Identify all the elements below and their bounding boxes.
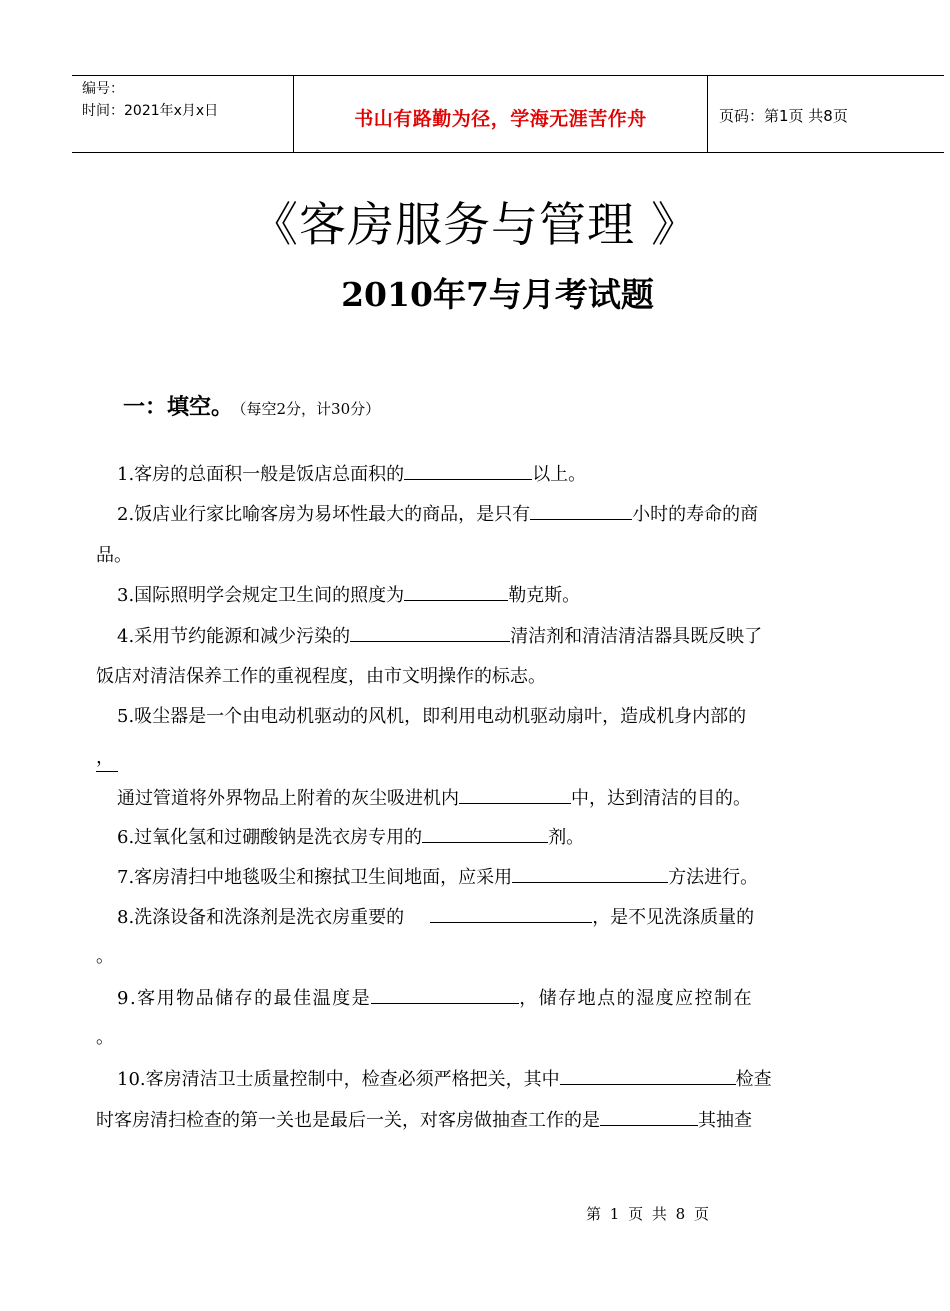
question-text: 4.采用节约能源和减少污染的 <box>117 626 351 647</box>
header-motto: 书山有路勤为径，学海无涯苦作舟 <box>354 108 647 130</box>
header-motto-cell <box>293 76 708 152</box>
question-text: 剂。 <box>548 827 585 848</box>
question-text: ， <box>96 747 114 768</box>
question-text: 小时的寿命的商 <box>632 504 759 525</box>
question-4-cont: 饭店对清洁保养工作的重视程度，由市文明操作的标志。 <box>96 666 546 687</box>
question-9-cont: 。 <box>96 1027 114 1048</box>
question-text: 10.客房清洁卫士质量控制中，检查必须严格把关，其中 <box>117 1069 560 1090</box>
question-text: 1.客房的总面积一般是饭店总面积的 <box>117 464 405 485</box>
section-heading <box>123 390 380 421</box>
question-text: 时客房清扫检查的第一关也是最后一关，对客房做抽查工作的是 <box>96 1110 600 1131</box>
question-text: 勒克斯。 <box>508 585 581 606</box>
question-5-blank-line <box>96 745 118 772</box>
question-text: 6.过氧化氢和过硼酸钠是洗衣房专用的 <box>117 827 423 848</box>
document-title: 《客房服务与管理 》 <box>251 198 699 253</box>
question-3 <box>117 582 580 609</box>
question-6 <box>117 824 584 851</box>
question-4 <box>117 623 762 650</box>
question-text: 中，达到清洁的目的。 <box>571 788 751 809</box>
section-scoring-note: （每空2分，计30分） <box>239 400 381 418</box>
answer-blank <box>404 582 508 601</box>
question-text: 9.客用物品储存的最佳温度是 <box>117 988 372 1009</box>
answer-blank <box>371 985 519 1004</box>
question-text: 7.客房清扫中地毯吸尘和擦拭卫生间地面，应采用 <box>117 867 513 888</box>
question-2-cont: 品。 <box>96 545 132 566</box>
answer-blank <box>422 824 548 843</box>
question-text: 清洁剂和清洁清洁器具既反映了 <box>510 626 763 647</box>
question-text: 检查 <box>735 1069 772 1090</box>
question-text: 3.国际照明学会规定卫生间的照度为 <box>117 585 405 606</box>
answer-blank <box>512 864 668 883</box>
question-text: ，储存地点的湿度应控制在 <box>519 988 754 1009</box>
document-number-label: 编号： <box>82 81 124 97</box>
section-title: 一：填空。 <box>123 395 234 420</box>
question-text: 以上。 <box>532 464 587 485</box>
question-7 <box>117 864 758 891</box>
question-5-cont <box>117 785 751 812</box>
header-meta-cell <box>72 76 292 152</box>
question-text: 其抽查 <box>698 1110 752 1131</box>
question-text: 2.饭店业行家比喻客房为易坏性最大的商品，是只有 <box>117 504 531 525</box>
question-10-cont <box>96 1107 752 1134</box>
question-1 <box>117 461 586 488</box>
document-time-label: 时间：2021年x月x日 <box>82 103 219 119</box>
question-8 <box>117 904 754 931</box>
question-2 <box>117 501 758 528</box>
header-page-cell <box>707 76 944 152</box>
answer-blank <box>459 785 571 804</box>
question-text: 通过管道将外界物品上附着的灰尘吸进机内 <box>117 788 459 809</box>
page-footer: 第 1 页 共 8 页 <box>586 1205 709 1223</box>
answer-blank <box>404 461 532 480</box>
answer-blank <box>430 904 592 923</box>
question-10 <box>117 1066 772 1093</box>
document-subtitle: 2010年7与月考试题 <box>341 275 654 314</box>
answer-blank <box>600 1107 698 1126</box>
header-table <box>72 75 944 153</box>
question-text: ，是不见洗涤质量的 <box>592 907 755 928</box>
answer-blank <box>350 623 510 642</box>
question-text: 方法进行。 <box>668 867 759 888</box>
header-page-info: 页码：第1页 共8页 <box>719 107 848 125</box>
question-8-cont: 。 <box>96 946 114 967</box>
answer-blank <box>530 501 632 520</box>
question-5: 5.吸尘器是一个由电动机驱动的风机，即利用电动机驱动扇叶，造成机身内部的 <box>117 706 747 727</box>
answer-blank <box>560 1066 736 1085</box>
answer-blank <box>96 745 118 772</box>
question-text: 8.洗涤设备和洗涤剂是洗衣房重要的 <box>117 907 405 928</box>
question-9 <box>117 985 753 1012</box>
